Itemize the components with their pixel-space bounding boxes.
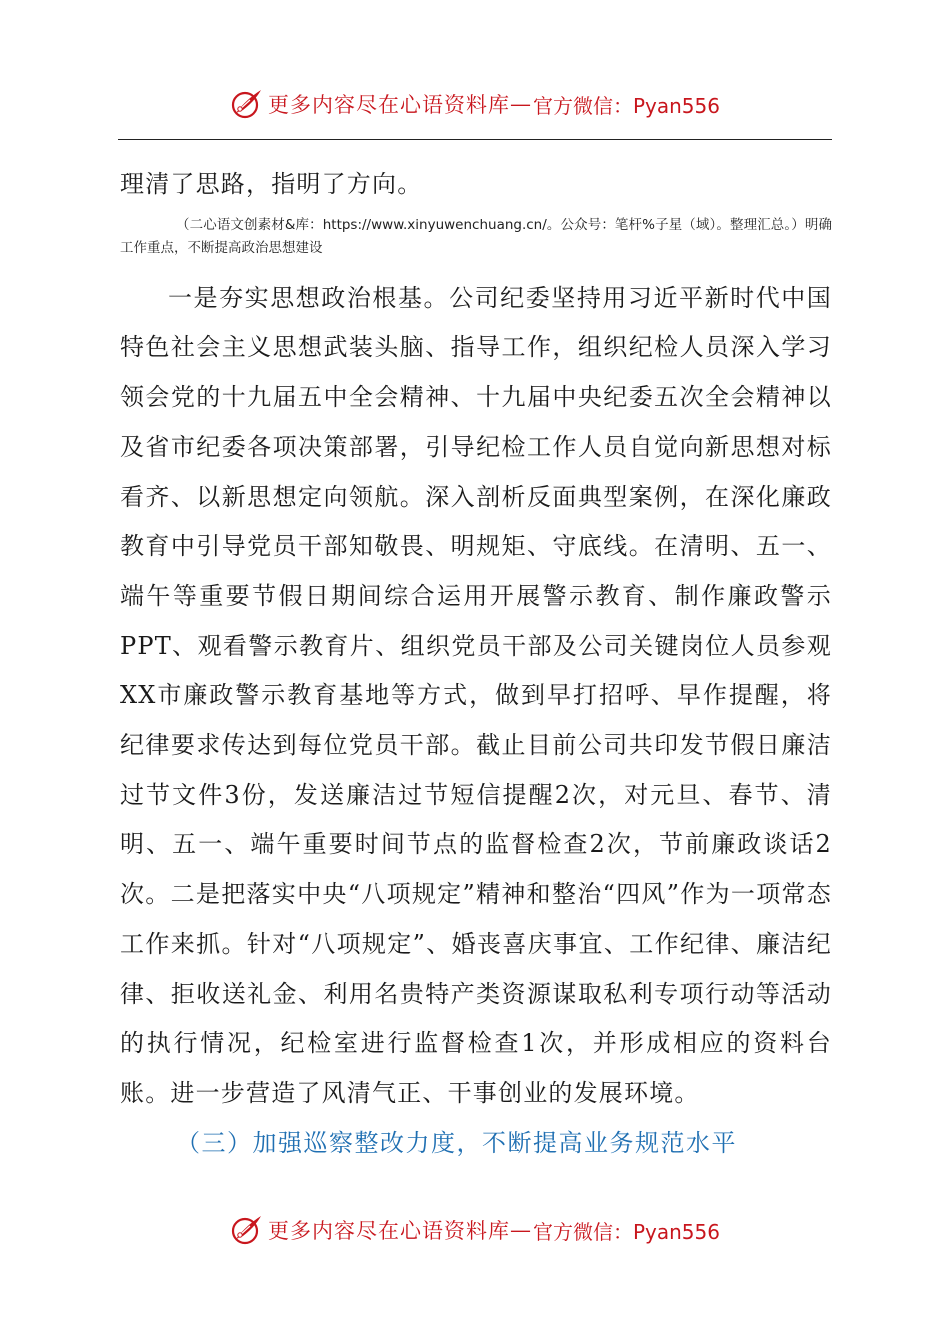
banner-wechat: 官方微信：Pyan556 <box>532 1219 720 1244</box>
quill-pen-logo-icon <box>230 1213 264 1247</box>
header-divider <box>118 139 832 140</box>
banner-title: 更多内容尽在心语资料库 <box>267 1219 510 1243</box>
document-body <box>120 160 832 1168</box>
banner-separator: — <box>509 92 531 116</box>
section-heading: （三）加强巡察整改力度，不断提高业务规范水平 <box>176 1128 737 1157</box>
header-banner <box>0 82 950 126</box>
paragraph-main: 一是夯实思想政治根基。公司纪委坚持用习近平新时代中国特色社会主义思想武装头脑、指导工作，组织纪检人员深入学习领会党的十九届五中全会精神、十九届中央纪委五次全会精神以及省市纪委各项决策部署，引导纪检工作人员自觉向新思想对标看齐、以新思想定向领航。深入剖析反面典型案例，在深化廉政教育中引导党员干部知敬畏、明规矩、守底线。在清明、五一、端午等重要节假日期间综合运用开展警示教育、制作廉政警示PPT、观看警示教育片、组织党员干部及公司关键岗位人员参观XX市廉政警示教育基地等方式，做到早打招呼、早作提醒，将纪律要求传达到每位党员干部。截止目前公司共印发节假日廉洁过节文件3份，发送廉洁过节短信提醒2次，对元旦、春节、清明、五一、端午重要时间节点的监督检查2次，节前廉政谈话2次。二是把落实中央“八项规定”精神和整治“四风”作为一项常态工作来抓。针对“八项规定”、婚丧喜庆事宜、工作纪律、廉洁纪律、拒收送礼金、利用名贵特产类资源谋取私利专项行动等活动的执行情况，纪检室进行监督检查1次，并形成相应的资料台账。进一步营造了风清气正、干事创业的发展环境。 <box>120 283 832 1107</box>
quill-pen-logo-icon <box>230 87 264 121</box>
banner-separator: — <box>509 1218 531 1242</box>
banner-wechat: 官方微信：Pyan556 <box>532 93 720 118</box>
banner-title: 更多内容尽在心语资料库 <box>267 93 510 117</box>
paragraph-continuation: 理清了思路，指明了方向。 <box>120 170 423 198</box>
source-note: （二心语文创素材&库：https://www.xinyuwenchuang.cn/。公众号：笔杆%子星（域）。整理汇总。）明确工作重点，不断提高政治思想建设 <box>120 216 832 256</box>
footer-banner <box>0 1208 950 1252</box>
